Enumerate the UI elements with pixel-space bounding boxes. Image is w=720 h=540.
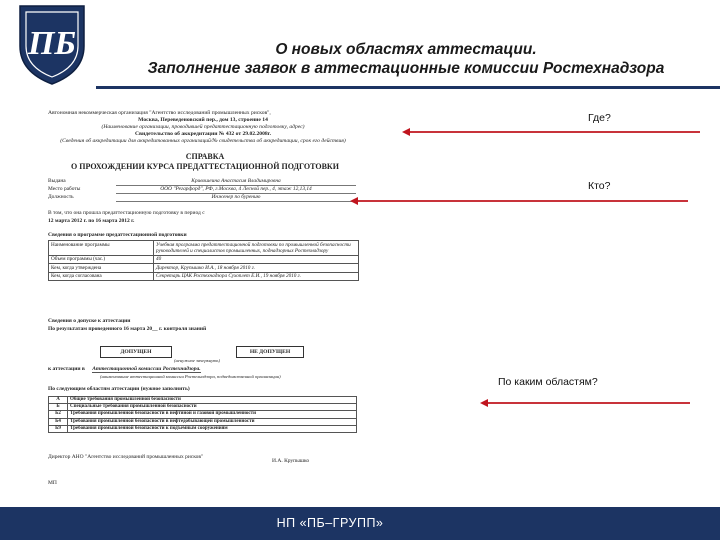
- stamp-note: (ненужное зачеркнуть): [174, 358, 221, 363]
- program-key: Объем программы (час.): [49, 255, 154, 263]
- admission-heading: Сведения о допуске к аттестации: [48, 318, 131, 324]
- period-dates: 12 марта 2012 г. по 16 марта 2012 г.: [48, 218, 135, 224]
- area-code: Б: [49, 404, 68, 411]
- areas-label: По каким областям?: [498, 376, 598, 388]
- program-value: Учебная программа предаттестационной подготовки по промышленной безопасности руководителей и специалистов промышленных, поднадзорных Ростехнадзору: [154, 241, 359, 256]
- program-key: Кем, когда согласована: [49, 272, 154, 280]
- who-arrow-icon: [350, 196, 690, 206]
- certificate-title: [40, 152, 370, 172]
- commission-line: [48, 366, 364, 373]
- area-code: Б2: [49, 411, 68, 418]
- person-value: Кривошеина Анастасия Владимировна: [116, 178, 356, 186]
- title-line-1: О новых областях аттестации.: [275, 41, 537, 58]
- person-row: [48, 186, 356, 194]
- area-code: Б9: [49, 425, 68, 432]
- org-line-1: Автономная некоммерческая организация "Агентство исследований промышленных рисков",: [48, 110, 271, 116]
- seal-mark: МП: [48, 480, 57, 486]
- table-row: [49, 264, 359, 272]
- slide-footer: [0, 507, 720, 540]
- area-text: Специальные требования промышленной безопасности: [68, 404, 357, 411]
- org-line-4: Свидетельство об аккредитации № 432 от 29.02.2008г.: [135, 131, 271, 137]
- areas-heading: По следующим областям аттестации (нужное заполнить): [48, 386, 190, 392]
- area-code: Б4: [49, 418, 68, 425]
- person-row: [48, 178, 356, 186]
- table-row: [49, 255, 359, 263]
- header-divider: [96, 86, 720, 89]
- slide-header: [0, 0, 720, 88]
- program-value: 40: [154, 255, 359, 263]
- program-table: [48, 240, 359, 281]
- period-text: В том, что она прошла предаттестационную подготовку в период с: [48, 210, 205, 216]
- program-value: Секретарь ЦАК Ростехнадзора Сухоплет Е.И., 19 ноября 2010 г.: [154, 272, 359, 280]
- where-arrow-icon: [402, 127, 702, 137]
- footer-text: [0, 507, 720, 540]
- slide-title: [96, 40, 716, 78]
- director-label: Директор АНО "Агентство исследований промышленных рисков": [48, 454, 204, 460]
- table-row: [49, 411, 357, 418]
- title-line-2: Заполнение заявок в аттестационные комиссии Ростехнадзора: [147, 60, 665, 77]
- person-key: Выдана: [48, 178, 66, 184]
- person-key: Должность: [48, 194, 74, 200]
- area-code: А: [49, 397, 68, 404]
- program-heading: Сведения о программе предаттестационной подготовки: [48, 232, 187, 238]
- person-key: Место работы: [48, 186, 81, 192]
- where-label: Где?: [588, 112, 611, 124]
- logo-lettering: ПБ: [27, 25, 77, 62]
- area-text: Требования промышленной безопасности в нефтедобывающей промышленности: [68, 418, 357, 425]
- org-line-3: (Наименование организации, проводившей предаттестационную подготовку, адрес): [101, 124, 305, 130]
- commission-note: (наименование аттестационной комиссии Ростехнадзора, подведомственной организации): [100, 374, 281, 379]
- area-text: Требования промышленной безопасности к подъемным сооружениям: [68, 425, 357, 432]
- certificate-scan: [40, 100, 370, 495]
- certificate-subtitle: О ПРОХОЖДЕНИИ КУРСА ПРЕДАТТЕСТАЦИОННОЙ ПОДГОТОВКИ: [71, 162, 339, 171]
- table-row: [49, 425, 357, 432]
- table-row: [49, 272, 359, 280]
- areas-arrow-icon: [480, 398, 692, 408]
- who-label: Кто?: [588, 180, 611, 192]
- certificate-title-main: СПРАВКА: [185, 152, 225, 161]
- table-row: [49, 241, 359, 256]
- area-text: Требования промышленной безопасности в нефтяной и газовой промышленности: [68, 411, 357, 418]
- table-row: [49, 397, 357, 404]
- person-value: ООО "Регарфорд", РФ, г.Москва, 4 Лесной пер., 4, этаж 12,13,14: [116, 186, 356, 194]
- org-line-5: (Сведения об аккредитации для аккредитованных организаций/№ свидетельства об аккредитации, срок его действия): [60, 138, 346, 144]
- admission-text: По результатам проведенного 16 марта 20__ г. контроля знаний: [48, 326, 207, 332]
- table-row: [49, 418, 357, 425]
- director-name: И.А. Крупышко: [272, 458, 310, 464]
- commission-prefix: к аттестации в: [48, 366, 85, 372]
- areas-table: [48, 396, 357, 433]
- person-row: [48, 194, 356, 202]
- org-line-2: Москва, Переведеновский пер., дом 13, строение 14: [138, 117, 268, 123]
- person-value: Инженер по бурению: [116, 194, 356, 202]
- person-info: [48, 178, 356, 202]
- footer-org-name: НП «ПБ–ГРУПП»: [276, 516, 384, 530]
- program-key: Кем, когда утверждена: [49, 264, 154, 272]
- org-block: [48, 110, 358, 145]
- area-text: Общие требования промышленной безопасности: [68, 397, 357, 404]
- program-key: Наименование программы: [49, 241, 154, 256]
- program-value: Директор, Крупышко И.А., 18 ноября 2010 г.: [154, 264, 359, 272]
- pb-group-logo: [12, 2, 92, 86]
- commission-value: Аттестационной комиссии Ростехнадзора.: [92, 366, 201, 372]
- table-row: [49, 404, 357, 411]
- stamp-admitted: ДОПУЩЕН: [100, 346, 172, 358]
- stamp-not-admitted: НЕ ДОПУЩЕН: [236, 346, 304, 358]
